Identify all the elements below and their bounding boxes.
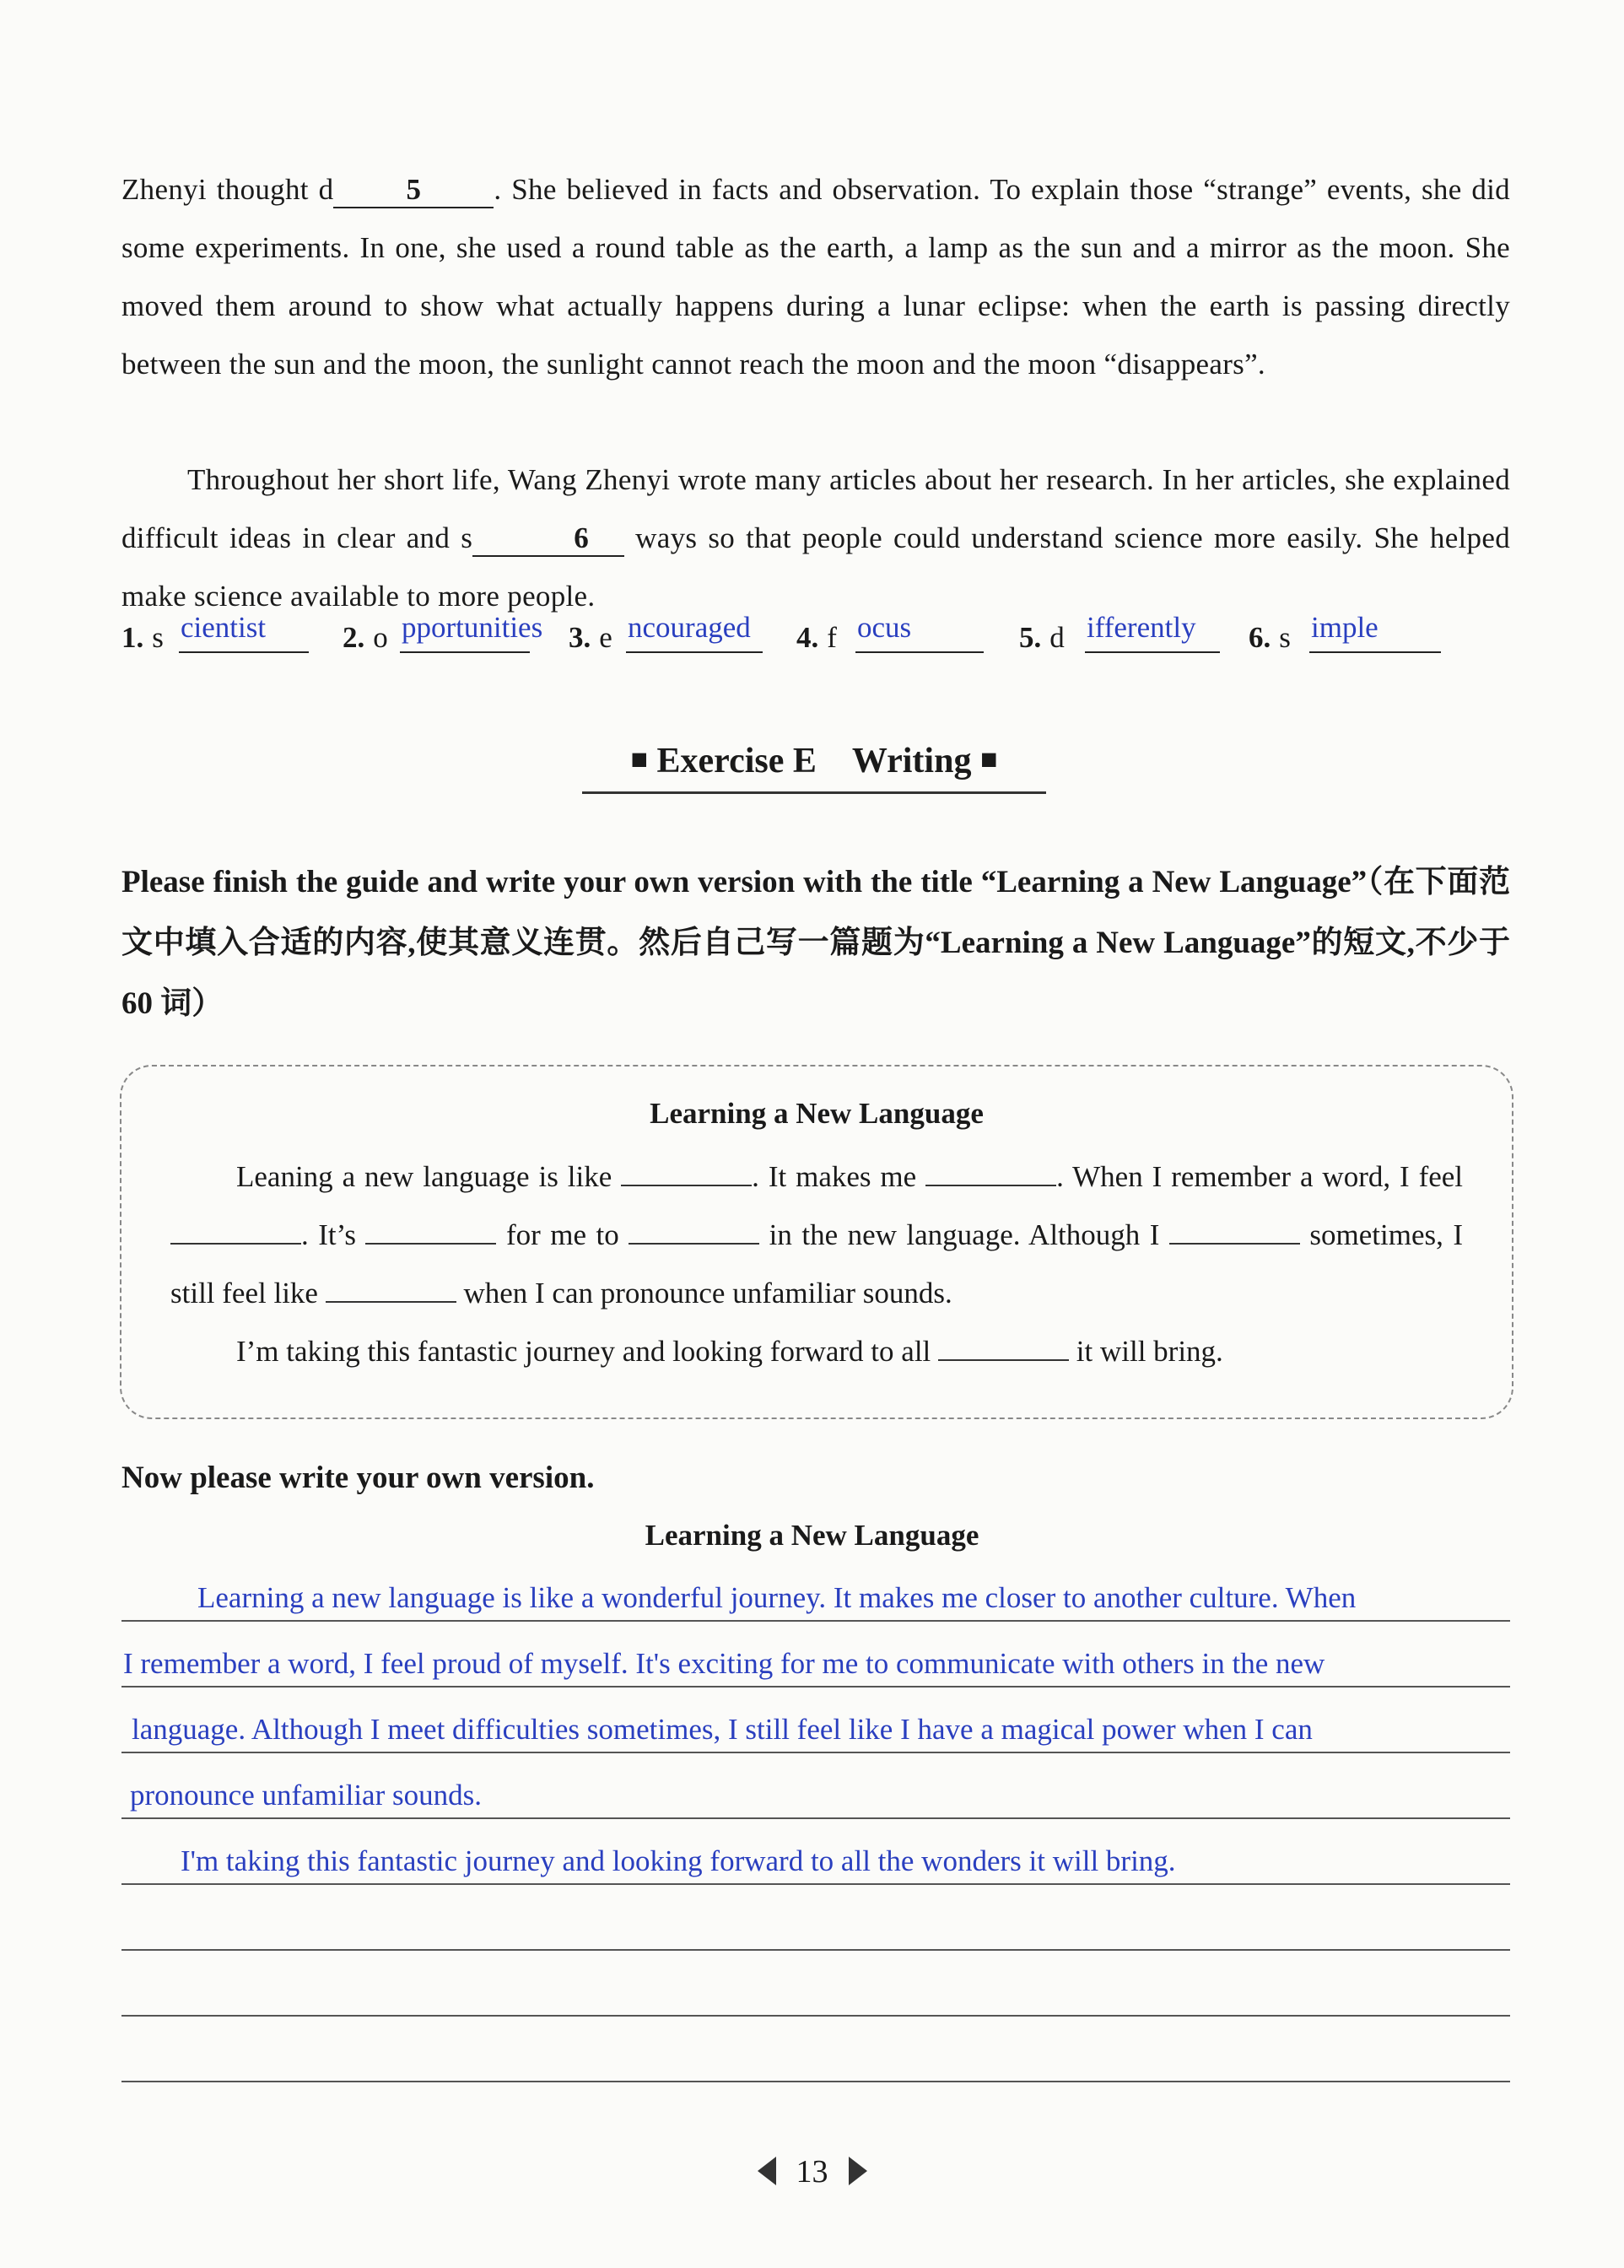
- exercise-title: [582, 741, 1046, 794]
- answer-number: 3.: [569, 621, 591, 654]
- guide-sentence: sometimes, I still feel like: [170, 1218, 1463, 1310]
- answer-3: [569, 611, 751, 655]
- guide-blank[interactable]: [938, 1336, 1069, 1361]
- answer-letter: s: [152, 621, 164, 654]
- writing-line[interactable]: [121, 1686, 1510, 1753]
- answer-letter: e: [599, 621, 612, 654]
- answer-4: [796, 611, 912, 655]
- answer-letter: f: [827, 621, 837, 654]
- writing-line[interactable]: [121, 1883, 1510, 1951]
- answer-fill[interactable]: ifferently: [1085, 611, 1220, 653]
- square-bullet-icon: ■: [630, 744, 649, 775]
- passage-paragraph-2: [121, 451, 1510, 625]
- guide-text: [170, 1148, 1463, 1380]
- answer-fill[interactable]: pportunities: [400, 611, 530, 653]
- answer-fill[interactable]: ncouraged: [626, 611, 763, 653]
- guide-sentence: it will bring.: [1076, 1335, 1223, 1368]
- guide-sentence: I’m taking this fantastic journey and looking forward to all: [236, 1335, 931, 1368]
- answer-row: [121, 611, 1438, 672]
- answer-number: 6.: [1249, 621, 1271, 654]
- answer-2: [343, 611, 543, 655]
- answer-letter: d: [1049, 621, 1065, 654]
- answer-letter: o: [373, 621, 388, 654]
- answer-fill[interactable]: imple: [1309, 611, 1441, 653]
- answer-number: 2.: [343, 621, 365, 654]
- answer-1: [121, 611, 267, 655]
- answer-6: [1249, 611, 1379, 655]
- writing-line[interactable]: [121, 1620, 1510, 1688]
- instructions: Please finish the guide and write your own version with the title “Learning a New Language”（在下面范文中填入合适的内容,使其意义连贯。然后自己写一篇题为“Learning a New Language”的短文,不少于 60 词）: [121, 865, 1510, 1021]
- guide-sentence: . It makes me: [752, 1160, 917, 1193]
- passage-text: Zhenyi thought d: [121, 173, 334, 206]
- guide-sentence: Leaning a new language is like: [236, 1160, 612, 1193]
- handwritten-text: I'm taking this fantastic journey and looking forward to all the wonders it will bring.: [181, 1844, 1176, 1877]
- guide-sentence: . It’s: [301, 1218, 356, 1251]
- passage-paragraph-1: [121, 160, 1510, 393]
- writing-line[interactable]: [121, 1752, 1510, 1819]
- guide-blank[interactable]: [621, 1161, 752, 1186]
- own-version-title: Learning a New Language: [645, 1519, 979, 1552]
- passage-text: Throughout her short life, Wang Zhenyi wrote many articles about her research. In her articles, she explained difficult ideas in clear and s: [121, 463, 1510, 554]
- writing-line[interactable]: [121, 2015, 1510, 2082]
- page-footer: [0, 2153, 1624, 2190]
- answer-5: [1019, 611, 1196, 655]
- square-bullet-icon: ■: [979, 744, 998, 775]
- guide-sentence: when I can pronounce unfamiliar sounds.: [463, 1277, 952, 1310]
- answer-fill[interactable]: cientist: [179, 611, 309, 653]
- handwritten-text: pronounce unfamiliar sounds.: [130, 1779, 482, 1812]
- handwritten-text: I remember a word, I feel proud of myself. It's exciting for me to communicate with others in the new: [123, 1647, 1325, 1680]
- own-version-heading: Now please write your own version.: [121, 1461, 595, 1495]
- exercise-title-text: Exercise E Writing: [656, 742, 972, 780]
- answer-number: 5.: [1019, 621, 1042, 654]
- guide-title: Learning a New Language: [650, 1097, 984, 1130]
- writing-line[interactable]: [121, 1949, 1510, 2017]
- next-page-icon[interactable]: [849, 2157, 867, 2185]
- guide-blank[interactable]: [1169, 1219, 1300, 1245]
- guide-sentence: . When I remember a word, I feel: [1056, 1160, 1464, 1193]
- answer-fill[interactable]: ocus: [855, 611, 984, 653]
- handwritten-text: language. Although I meet difficulties sometimes, I still feel like I have a magical power when I can: [132, 1713, 1313, 1746]
- guide-sentence: for me to: [505, 1218, 619, 1251]
- guide-blank[interactable]: [629, 1219, 759, 1245]
- guide-blank[interactable]: [365, 1219, 496, 1245]
- guide-blank[interactable]: [326, 1277, 456, 1303]
- blank-6: 6: [472, 521, 624, 557]
- passage-text: . She believed in facts and observation. To explain those “strange” events, she did some experiments. In one, she used a round table as the earth, a lamp as the sun and a mirror as the moon. She moved them around to show what actually happens during a lunar eclipse: when the earth is passing directly between the sun and the moon, the sunlight cannot reach the moon and the moon “disappears”.: [121, 173, 1510, 381]
- guide-box: [120, 1065, 1513, 1419]
- writing-line[interactable]: [121, 1817, 1510, 1885]
- guide-blank[interactable]: [925, 1161, 1056, 1186]
- blank-5: 5: [333, 173, 494, 208]
- previous-page-icon[interactable]: [758, 2157, 776, 2185]
- answer-number: 1.: [121, 621, 144, 654]
- passage-text: ways so that people could understand science more easily. She helped make science available to more people.: [121, 521, 1510, 613]
- page-number: 13: [796, 2154, 828, 2190]
- guide-sentence: in the new language. Although I: [769, 1218, 1160, 1251]
- handwritten-text: Learning a new language is like a wonderful journey. It makes me closer to another culture. When: [197, 1581, 1357, 1614]
- guide-blank[interactable]: [170, 1219, 301, 1245]
- answer-number: 4.: [796, 621, 819, 654]
- writing-line[interactable]: [121, 1554, 1510, 1622]
- answer-letter: s: [1279, 621, 1291, 654]
